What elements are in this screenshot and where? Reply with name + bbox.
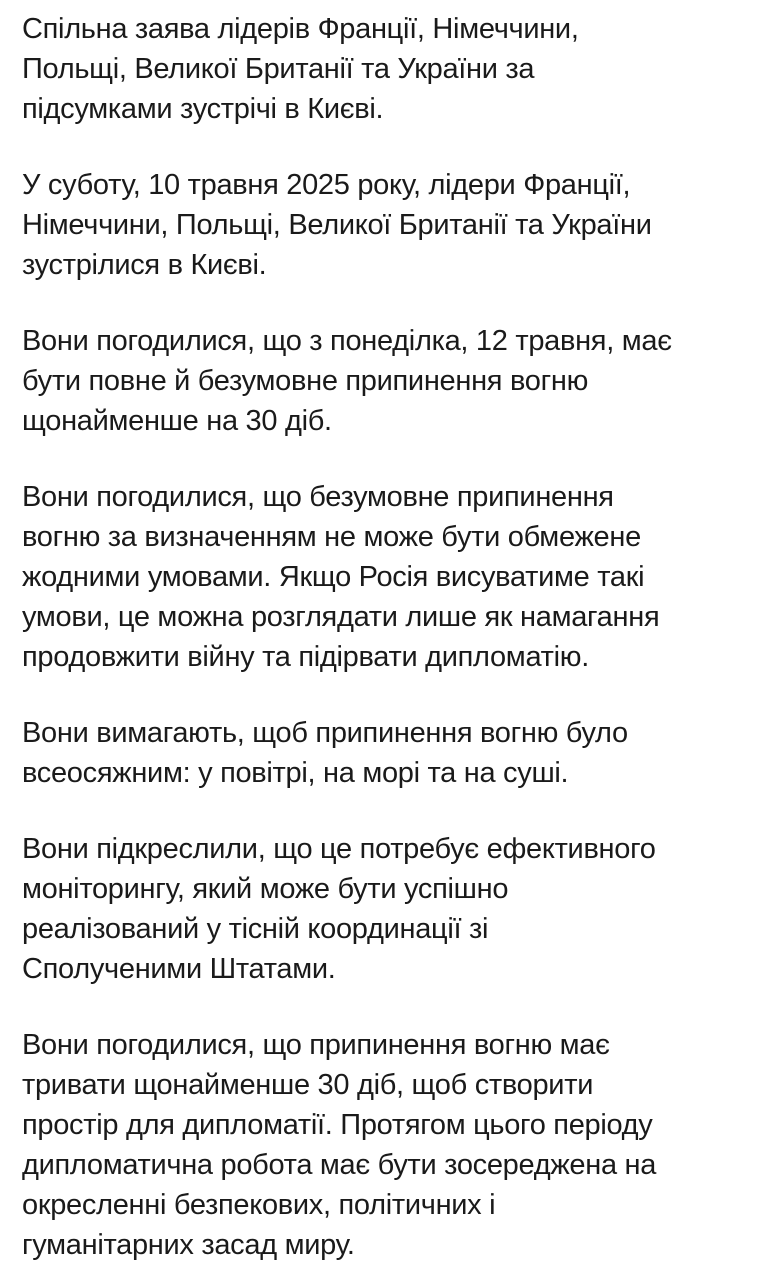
text-line: щонайменше на 30 діб.: [22, 405, 332, 437]
text-line: Німеччини, Польщі, Великої Британії та України: [22, 209, 652, 241]
text-line: Вони погодилися, що з понеділка, 12 травня, має: [22, 325, 672, 357]
paragraph-comprehensive: [22, 713, 737, 793]
text-line: вогню за визначенням не може бути обмежене: [22, 521, 641, 553]
text-line: продовжити війну та підірвати дипломатію.: [22, 641, 589, 673]
text-line: жодними умовами. Якщо Росія висуватиме такі: [22, 561, 645, 593]
text-line: Сполученими Штатами.: [22, 953, 336, 985]
text-line: простір для дипломатії. Протягом цього періоду: [22, 1109, 653, 1141]
paragraph-intro: [22, 9, 737, 129]
text-line: тривати щонайменше 30 діб, щоб створити: [22, 1069, 594, 1101]
paragraph-unconditional: [22, 477, 737, 677]
text-line: Спільна заява лідерів Франції, Німеччини,: [22, 13, 579, 45]
text-line: моніторингу, який може бути успішно: [22, 873, 509, 905]
text-line: Вони погодилися, що безумовне припинення: [22, 481, 614, 513]
text-line: підсумками зустрічі в Києві.: [22, 93, 384, 125]
paragraph-ceasefire-start: [22, 321, 737, 441]
text-line: реалізований у тісній координації зі: [22, 913, 489, 945]
paragraph-meeting: [22, 165, 737, 285]
text-line: Польщі, Великої Британії та України за: [22, 53, 535, 85]
text-line: гуманітарних засад миру.: [22, 1229, 355, 1261]
text-line: Вони погодилися, що припинення вогню має: [22, 1029, 610, 1061]
text-line: дипломатична робота має бути зосереджена на: [22, 1149, 657, 1181]
text-line: Вони вимагають, щоб припинення вогню було: [22, 717, 628, 749]
text-line: умови, це можна розглядати лише як намагання: [22, 601, 660, 633]
text-line: Вони підкреслили, що це потребує ефективного: [22, 833, 656, 865]
text-line: всеосяжним: у повітрі, на морі та на суші.: [22, 757, 569, 789]
paragraph-monitoring: [22, 829, 737, 989]
text-line: бути повне й безумовне припинення вогню: [22, 365, 589, 397]
paragraph-duration: [22, 1025, 737, 1265]
text-line: У суботу, 10 травня 2025 року, лідери Франції,: [22, 169, 631, 201]
text-line: зустрілися в Києві.: [22, 249, 267, 281]
text-line: окресленні безпекових, політичних і: [22, 1189, 496, 1221]
